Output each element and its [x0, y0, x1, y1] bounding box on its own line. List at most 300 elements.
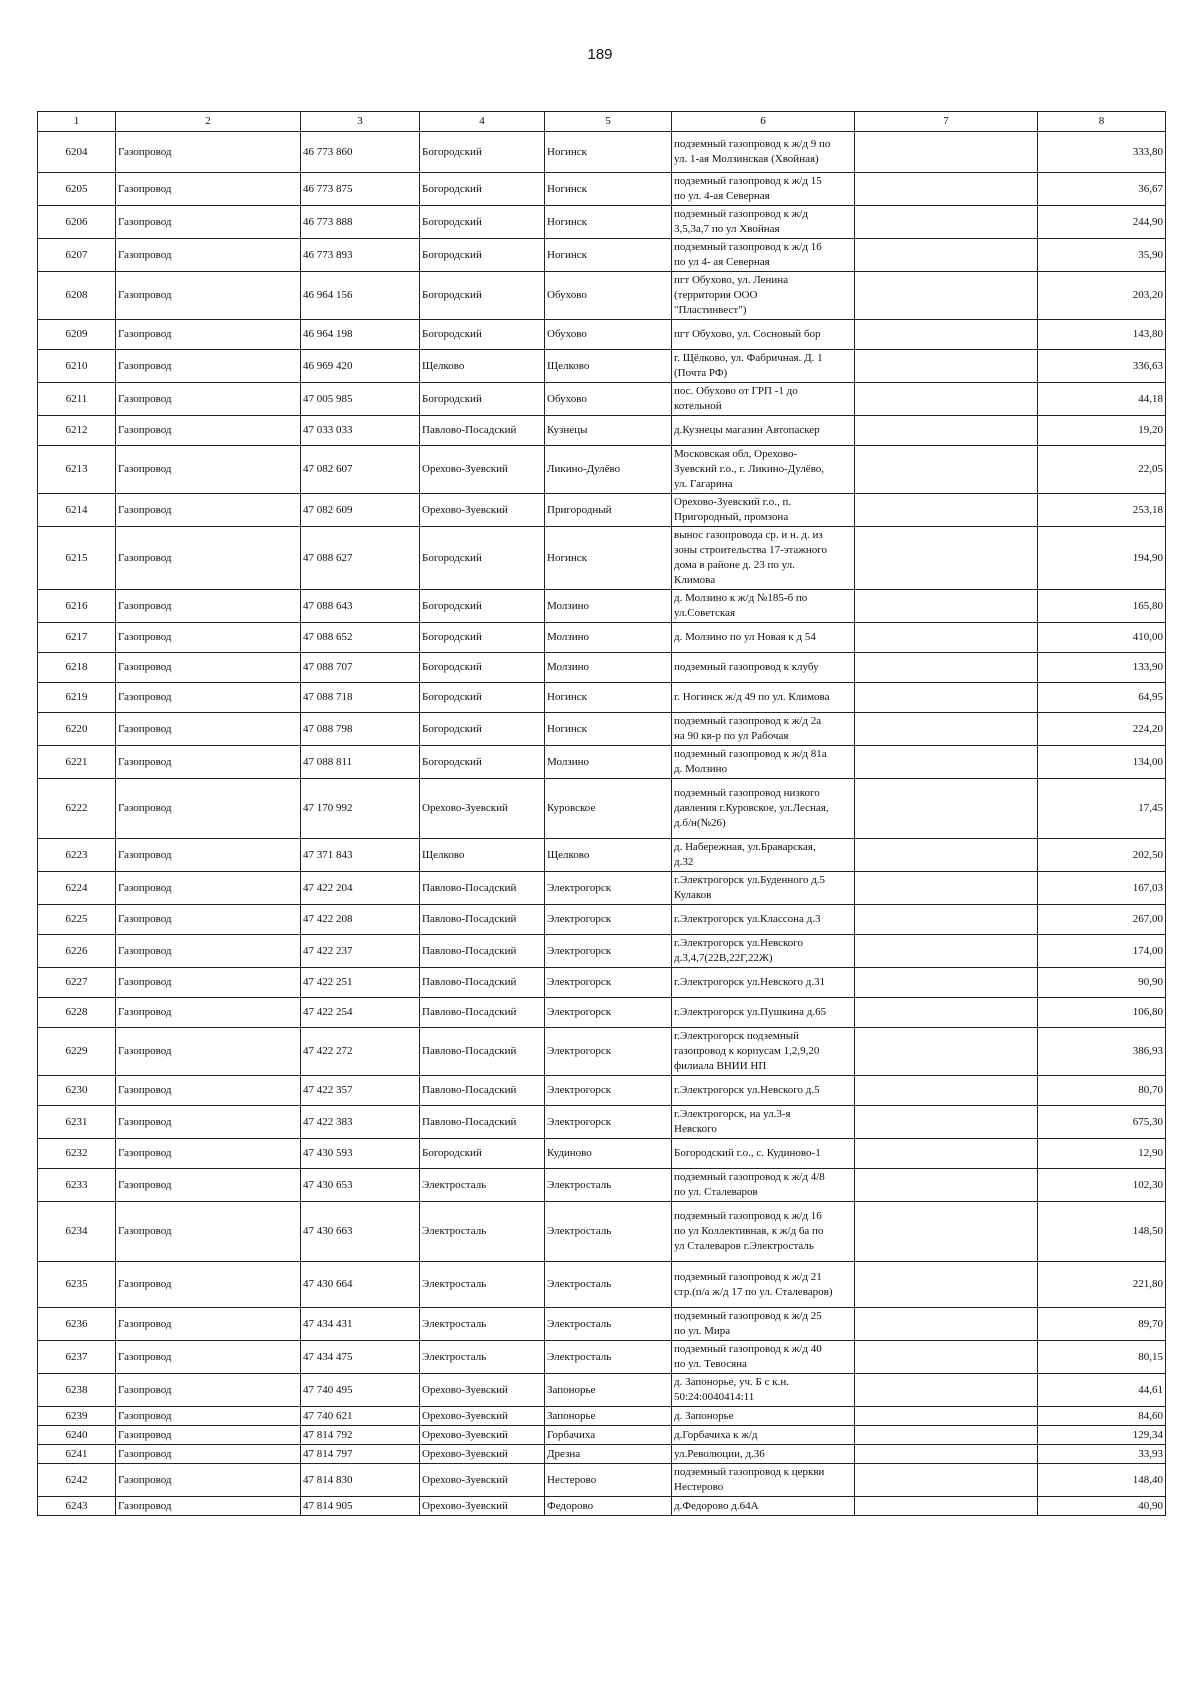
cell-object-type: Газопровод	[116, 1139, 301, 1169]
cell-object-type: Газопровод	[116, 905, 301, 935]
cell-object-id: 47 434 431	[301, 1308, 420, 1341]
cell-extra-info	[855, 1202, 1038, 1262]
cell-district: Павлово-Посадский	[420, 416, 545, 446]
cell-district: Электросталь	[420, 1341, 545, 1374]
cell-row-number: 6237	[38, 1341, 116, 1374]
cell-row-number: 6236	[38, 1308, 116, 1341]
cell-row-number: 6218	[38, 653, 116, 683]
table-row	[38, 1464, 1166, 1497]
cell-district: Богородский	[420, 623, 545, 653]
cell-length-value: 84,60	[1038, 1407, 1166, 1426]
cell-locality: Куровское	[545, 779, 672, 839]
cell-object-id: 47 434 475	[301, 1341, 420, 1374]
table-row	[38, 1374, 1166, 1407]
cell-extra-info	[855, 1076, 1038, 1106]
cell-row-number: 6208	[38, 272, 116, 320]
cell-object-type: Газопровод	[116, 839, 301, 872]
cell-object-type: Газопровод	[116, 1028, 301, 1076]
cell-extra-info	[855, 872, 1038, 905]
cell-row-number: 6240	[38, 1426, 116, 1445]
table-row	[38, 935, 1166, 968]
cell-district: Павлово-Посадский	[420, 935, 545, 968]
cell-row-number: 6228	[38, 998, 116, 1028]
table-row	[38, 272, 1166, 320]
cell-locality: Ногинск	[545, 713, 672, 746]
cell-address-description: д. Запонорье	[672, 1407, 855, 1426]
cell-address-description: подземный газопровод к ж/д 9 по ул. 1-ая Молзинская (Хвойная)	[672, 132, 855, 173]
cell-address-description: д. Набережная, ул.Браварская, д.32	[672, 839, 855, 872]
cell-length-value: 333,80	[1038, 132, 1166, 173]
cell-length-value: 202,50	[1038, 839, 1166, 872]
cell-row-number: 6225	[38, 905, 116, 935]
table-row	[38, 1445, 1166, 1464]
cell-row-number: 6212	[38, 416, 116, 446]
table-row	[38, 132, 1166, 173]
cell-row-number: 6217	[38, 623, 116, 653]
cell-extra-info	[855, 779, 1038, 839]
cell-locality: Электросталь	[545, 1169, 672, 1202]
cell-locality: Ногинск	[545, 527, 672, 590]
table-row	[38, 1139, 1166, 1169]
cell-district: Орехово-Зуевский	[420, 779, 545, 839]
cell-extra-info	[855, 1139, 1038, 1169]
cell-address-description: подземный газопровод к церкви Нестерово	[672, 1464, 855, 1497]
cell-row-number: 6224	[38, 872, 116, 905]
cell-district: Богородский	[420, 713, 545, 746]
table-row	[38, 623, 1166, 653]
cell-extra-info	[855, 132, 1038, 173]
cell-locality: Кудиново	[545, 1139, 672, 1169]
cell-locality: Горбачиха	[545, 1426, 672, 1445]
cell-address-description: подземный газопровод к ж/д 15 по ул. 4-ая Северная	[672, 173, 855, 206]
cell-object-id: 47 088 652	[301, 623, 420, 653]
cell-address-description: г.Электрогорск ул.Невского д.5	[672, 1076, 855, 1106]
cell-length-value: 143,80	[1038, 320, 1166, 350]
cell-address-description: подземный газопровод к ж/д 21 стр.(п/а ж/д 17 по ул. Сталеваров)	[672, 1262, 855, 1308]
cell-object-id: 47 422 254	[301, 998, 420, 1028]
cell-locality: Обухово	[545, 272, 672, 320]
cell-length-value: 148,40	[1038, 1464, 1166, 1497]
cell-extra-info	[855, 527, 1038, 590]
column-header-8: 8	[1038, 112, 1166, 132]
cell-object-id: 47 740 495	[301, 1374, 420, 1407]
cell-length-value: 386,93	[1038, 1028, 1166, 1076]
cell-object-type: Газопровод	[116, 998, 301, 1028]
cell-object-type: Газопровод	[116, 446, 301, 494]
table-row	[38, 872, 1166, 905]
cell-district: Электросталь	[420, 1262, 545, 1308]
cell-object-id: 47 088 707	[301, 653, 420, 683]
cell-row-number: 6211	[38, 383, 116, 416]
cell-length-value: 44,18	[1038, 383, 1166, 416]
cell-address-description: подземный газопровод к ж/д 16 по ул 4- ая Северная	[672, 239, 855, 272]
cell-address-description: г.Электрогорск ул.Пушкина д.65	[672, 998, 855, 1028]
cell-length-value: 90,90	[1038, 968, 1166, 998]
cell-length-value: 129,34	[1038, 1426, 1166, 1445]
cell-district: Богородский	[420, 653, 545, 683]
cell-address-description: ул.Революции, д.36	[672, 1445, 855, 1464]
cell-locality: Молзино	[545, 623, 672, 653]
cell-locality: Электрогорск	[545, 1028, 672, 1076]
cell-row-number: 6235	[38, 1262, 116, 1308]
cell-object-id: 47 005 985	[301, 383, 420, 416]
cell-address-description: Орехово-Зуевский г.о., п. Пригородный, промзона	[672, 494, 855, 527]
cell-extra-info	[855, 416, 1038, 446]
cell-object-type: Газопровод	[116, 1407, 301, 1426]
cell-locality: Обухово	[545, 320, 672, 350]
cell-length-value: 221,80	[1038, 1262, 1166, 1308]
cell-extra-info	[855, 1028, 1038, 1076]
cell-address-description: подземный газопровод к ж/д 81а д. Молзино	[672, 746, 855, 779]
cell-object-id: 47 430 664	[301, 1262, 420, 1308]
cell-locality: Электрогорск	[545, 968, 672, 998]
cell-locality: Электрогорск	[545, 1106, 672, 1139]
column-header-7: 7	[855, 112, 1038, 132]
registry-table	[37, 111, 1166, 1516]
cell-object-type: Газопровод	[116, 416, 301, 446]
cell-length-value: 165,80	[1038, 590, 1166, 623]
cell-length-value: 253,18	[1038, 494, 1166, 527]
cell-locality: Ногинск	[545, 683, 672, 713]
cell-extra-info	[855, 905, 1038, 935]
cell-object-type: Газопровод	[116, 623, 301, 653]
cell-district: Павлово-Посадский	[420, 998, 545, 1028]
cell-object-type: Газопровод	[116, 1076, 301, 1106]
cell-address-description: пгт Обухово, ул. Сосновый бор	[672, 320, 855, 350]
cell-locality: Нестерово	[545, 1464, 672, 1497]
cell-locality: Электрогорск	[545, 872, 672, 905]
cell-district: Орехово-Зуевский	[420, 1426, 545, 1445]
cell-length-value: 44,61	[1038, 1374, 1166, 1407]
cell-district: Павлово-Посадский	[420, 1076, 545, 1106]
cell-extra-info	[855, 1445, 1038, 1464]
cell-object-id: 47 170 992	[301, 779, 420, 839]
cell-district: Павлово-Посадский	[420, 1028, 545, 1076]
cell-locality: Молзино	[545, 746, 672, 779]
cell-length-value: 410,00	[1038, 623, 1166, 653]
cell-row-number: 6215	[38, 527, 116, 590]
cell-extra-info	[855, 1464, 1038, 1497]
table-row	[38, 206, 1166, 239]
cell-object-type: Газопровод	[116, 132, 301, 173]
cell-object-type: Газопровод	[116, 1426, 301, 1445]
cell-row-number: 6222	[38, 779, 116, 839]
column-header-4: 4	[420, 112, 545, 132]
cell-row-number: 6221	[38, 746, 116, 779]
header-row	[38, 112, 1166, 132]
cell-length-value: 35,90	[1038, 239, 1166, 272]
cell-object-type: Газопровод	[116, 1202, 301, 1262]
cell-locality: Обухово	[545, 383, 672, 416]
cell-address-description: д.Горбачиха к ж/д	[672, 1426, 855, 1445]
cell-object-type: Газопровод	[116, 1445, 301, 1464]
cell-object-id: 47 082 609	[301, 494, 420, 527]
cell-locality: Молзино	[545, 590, 672, 623]
cell-extra-info	[855, 1262, 1038, 1308]
cell-locality: Щелково	[545, 350, 672, 383]
table-row	[38, 1341, 1166, 1374]
cell-extra-info	[855, 998, 1038, 1028]
cell-object-type: Газопровод	[116, 206, 301, 239]
cell-address-description: д. Запонорье, уч. Б с к.н. 50:24:0040414:11	[672, 1374, 855, 1407]
cell-locality: Ногинск	[545, 239, 672, 272]
cell-row-number: 6216	[38, 590, 116, 623]
cell-locality: Электрогорск	[545, 1076, 672, 1106]
cell-extra-info	[855, 1308, 1038, 1341]
cell-address-description: подземный газопровод к ж/д 16 по ул Коллективная, к ж/д 6а по ул Сталеваров г.Электросталь	[672, 1202, 855, 1262]
cell-locality: Электрогорск	[545, 905, 672, 935]
cell-row-number: 6241	[38, 1445, 116, 1464]
cell-object-id: 46 773 875	[301, 173, 420, 206]
cell-object-id: 46 773 893	[301, 239, 420, 272]
cell-length-value: 64,95	[1038, 683, 1166, 713]
cell-object-type: Газопровод	[116, 239, 301, 272]
cell-address-description: Московская обл, Орехово- Зуевский г.о., г. Ликино-Дулёво, ул. Гагарина	[672, 446, 855, 494]
cell-object-id: 47 422 204	[301, 872, 420, 905]
cell-object-id: 47 422 237	[301, 935, 420, 968]
cell-district: Орехово-Зуевский	[420, 1407, 545, 1426]
table-row	[38, 683, 1166, 713]
cell-length-value: 102,30	[1038, 1169, 1166, 1202]
cell-row-number: 6214	[38, 494, 116, 527]
cell-extra-info	[855, 173, 1038, 206]
cell-row-number: 6229	[38, 1028, 116, 1076]
cell-object-id: 46 773 860	[301, 132, 420, 173]
cell-locality: Щелково	[545, 839, 672, 872]
table-row	[38, 713, 1166, 746]
table-row	[38, 779, 1166, 839]
cell-address-description: подземный газопровод к ж/д 25 по ул. Мира	[672, 1308, 855, 1341]
cell-district: Богородский	[420, 239, 545, 272]
cell-object-id: 47 422 272	[301, 1028, 420, 1076]
cell-address-description: подземный газопровод низкого давления г.Куровское, ул.Лесная, д.б/н(№26)	[672, 779, 855, 839]
cell-object-type: Газопровод	[116, 1341, 301, 1374]
cell-length-value: 89,70	[1038, 1308, 1166, 1341]
cell-address-description: д. Молзино по ул Новая к д 54	[672, 623, 855, 653]
column-header-5: 5	[545, 112, 672, 132]
table-row	[38, 998, 1166, 1028]
cell-district: Электросталь	[420, 1202, 545, 1262]
cell-length-value: 106,80	[1038, 998, 1166, 1028]
cell-address-description: д.Федорово д.64А	[672, 1497, 855, 1516]
cell-length-value: 133,90	[1038, 653, 1166, 683]
cell-address-description: г.Электрогорск подземный газопровод к корпусам 1,2,9,20 филиала ВНИИ НП	[672, 1028, 855, 1076]
cell-locality: Запонорье	[545, 1374, 672, 1407]
cell-extra-info	[855, 206, 1038, 239]
table-row	[38, 1308, 1166, 1341]
cell-district: Богородский	[420, 173, 545, 206]
cell-object-id: 46 964 198	[301, 320, 420, 350]
table-row	[38, 416, 1166, 446]
cell-extra-info	[855, 350, 1038, 383]
cell-locality: Молзино	[545, 653, 672, 683]
cell-object-type: Газопровод	[116, 320, 301, 350]
cell-address-description: г.Электрогорск ул.Буденного д.5 Кулаков	[672, 872, 855, 905]
cell-object-id: 47 430 593	[301, 1139, 420, 1169]
cell-address-description: г.Электрогорск ул.Классона д.3	[672, 905, 855, 935]
cell-extra-info	[855, 1407, 1038, 1426]
cell-district: Павлово-Посадский	[420, 905, 545, 935]
cell-object-id: 47 814 792	[301, 1426, 420, 1445]
cell-object-id: 47 422 357	[301, 1076, 420, 1106]
cell-locality: Ликино-Дулёво	[545, 446, 672, 494]
cell-extra-info	[855, 1341, 1038, 1374]
table-row	[38, 446, 1166, 494]
cell-length-value: 17,45	[1038, 779, 1166, 839]
cell-district: Электросталь	[420, 1169, 545, 1202]
cell-row-number: 6232	[38, 1139, 116, 1169]
cell-address-description: подземный газопровод к ж/д 2а на 90 кв-р по ул Рабочая	[672, 713, 855, 746]
cell-extra-info	[855, 1374, 1038, 1407]
cell-extra-info	[855, 935, 1038, 968]
cell-extra-info	[855, 839, 1038, 872]
cell-object-type: Газопровод	[116, 968, 301, 998]
cell-district: Богородский	[420, 683, 545, 713]
cell-district: Павлово-Посадский	[420, 872, 545, 905]
table-row	[38, 1426, 1166, 1445]
cell-extra-info	[855, 1497, 1038, 1516]
cell-row-number: 6239	[38, 1407, 116, 1426]
cell-object-type: Газопровод	[116, 527, 301, 590]
cell-locality: Электрогорск	[545, 998, 672, 1028]
cell-district: Богородский	[420, 383, 545, 416]
cell-district: Орехово-Зуевский	[420, 1497, 545, 1516]
cell-object-id: 47 088 627	[301, 527, 420, 590]
cell-extra-info	[855, 272, 1038, 320]
cell-object-id: 47 033 033	[301, 416, 420, 446]
cell-object-id: 47 422 208	[301, 905, 420, 935]
cell-address-description: подземный газопровод к ж/д 3,5,3а,7 по ул Хвойная	[672, 206, 855, 239]
cell-object-type: Газопровод	[116, 1464, 301, 1497]
cell-district: Богородский	[420, 206, 545, 239]
cell-object-type: Газопровод	[116, 173, 301, 206]
cell-address-description: подземный газопровод к клубу	[672, 653, 855, 683]
cell-district: Богородский	[420, 272, 545, 320]
cell-address-description: пгт Обухово, ул. Ленина (территория ООО "Пластинвест")	[672, 272, 855, 320]
table-body	[38, 132, 1166, 1516]
cell-length-value: 80,15	[1038, 1341, 1166, 1374]
cell-row-number: 6234	[38, 1202, 116, 1262]
cell-district: Орехово-Зуевский	[420, 1374, 545, 1407]
cell-district: Орехово-Зуевский	[420, 446, 545, 494]
table-row	[38, 1106, 1166, 1139]
cell-address-description: г. Ногинск ж/д 49 по ул. Климова	[672, 683, 855, 713]
cell-extra-info	[855, 746, 1038, 779]
cell-address-description: г.Электрогорск, на ул.3-я Невского	[672, 1106, 855, 1139]
table-row	[38, 1262, 1166, 1308]
cell-length-value: 267,00	[1038, 905, 1166, 935]
cell-length-value: 40,90	[1038, 1497, 1166, 1516]
cell-address-description: пос. Обухово от ГРП -1 до котельной	[672, 383, 855, 416]
cell-object-type: Газопровод	[116, 590, 301, 623]
cell-row-number: 6230	[38, 1076, 116, 1106]
cell-address-description: г.Электрогорск ул.Невского д.31	[672, 968, 855, 998]
cell-row-number: 6206	[38, 206, 116, 239]
cell-object-type: Газопровод	[116, 872, 301, 905]
cell-object-type: Газопровод	[116, 1262, 301, 1308]
cell-district: Павлово-Посадский	[420, 1106, 545, 1139]
cell-object-id: 47 814 797	[301, 1445, 420, 1464]
cell-object-type: Газопровод	[116, 653, 301, 683]
cell-length-value: 336,63	[1038, 350, 1166, 383]
cell-row-number: 6223	[38, 839, 116, 872]
cell-locality: Ногинск	[545, 173, 672, 206]
table-row	[38, 494, 1166, 527]
cell-length-value: 675,30	[1038, 1106, 1166, 1139]
cell-locality: Электросталь	[545, 1308, 672, 1341]
cell-row-number: 6209	[38, 320, 116, 350]
cell-address-description: д. Молзино к ж/д №185-б по ул.Советская	[672, 590, 855, 623]
column-header-3: 3	[301, 112, 420, 132]
cell-district: Богородский	[420, 590, 545, 623]
cell-length-value: 244,90	[1038, 206, 1166, 239]
cell-district: Богородский	[420, 320, 545, 350]
cell-length-value: 12,90	[1038, 1139, 1166, 1169]
cell-object-id: 47 430 663	[301, 1202, 420, 1262]
table-row	[38, 239, 1166, 272]
cell-row-number: 6233	[38, 1169, 116, 1202]
cell-row-number: 6227	[38, 968, 116, 998]
cell-locality: Ногинск	[545, 132, 672, 173]
cell-object-id: 47 088 643	[301, 590, 420, 623]
cell-object-type: Газопровод	[116, 1169, 301, 1202]
cell-locality: Запонорье	[545, 1407, 672, 1426]
cell-length-value: 167,03	[1038, 872, 1166, 905]
cell-extra-info	[855, 446, 1038, 494]
cell-length-value: 33,93	[1038, 1445, 1166, 1464]
cell-length-value: 134,00	[1038, 746, 1166, 779]
cell-address-description: Богородский г.о., с. Кудиново-1	[672, 1139, 855, 1169]
cell-row-number: 6243	[38, 1497, 116, 1516]
cell-extra-info	[855, 1426, 1038, 1445]
cell-object-id: 47 088 811	[301, 746, 420, 779]
cell-object-type: Газопровод	[116, 935, 301, 968]
table-row	[38, 173, 1166, 206]
cell-length-value: 203,20	[1038, 272, 1166, 320]
table-row	[38, 320, 1166, 350]
cell-extra-info	[855, 623, 1038, 653]
cell-length-value: 224,20	[1038, 713, 1166, 746]
table-row	[38, 905, 1166, 935]
table-row	[38, 746, 1166, 779]
cell-length-value: 36,67	[1038, 173, 1166, 206]
cell-row-number: 6242	[38, 1464, 116, 1497]
cell-locality: Электрогорск	[545, 935, 672, 968]
cell-row-number: 6210	[38, 350, 116, 383]
cell-extra-info	[855, 383, 1038, 416]
cell-district: Богородский	[420, 746, 545, 779]
table-row	[38, 1202, 1166, 1262]
cell-object-id: 47 814 905	[301, 1497, 420, 1516]
cell-address-description: г. Щёлково, ул. Фабричная. Д. 1 (Почта РФ)	[672, 350, 855, 383]
cell-object-id: 47 422 383	[301, 1106, 420, 1139]
cell-length-value: 22,05	[1038, 446, 1166, 494]
cell-locality: Пригородный	[545, 494, 672, 527]
table-row	[38, 527, 1166, 590]
cell-length-value: 194,90	[1038, 527, 1166, 590]
cell-locality: Электросталь	[545, 1262, 672, 1308]
cell-row-number: 6213	[38, 446, 116, 494]
cell-locality: Электросталь	[545, 1341, 672, 1374]
cell-address-description: г.Электрогорск ул.Невского д.3,4,7(22В,22Г,22Ж)	[672, 935, 855, 968]
cell-locality: Федорово	[545, 1497, 672, 1516]
cell-row-number: 6207	[38, 239, 116, 272]
cell-address-description: д.Кузнецы магазин Автопаскер	[672, 416, 855, 446]
cell-row-number: 6226	[38, 935, 116, 968]
cell-object-id: 47 740 621	[301, 1407, 420, 1426]
cell-extra-info	[855, 1169, 1038, 1202]
cell-object-id: 47 371 843	[301, 839, 420, 872]
